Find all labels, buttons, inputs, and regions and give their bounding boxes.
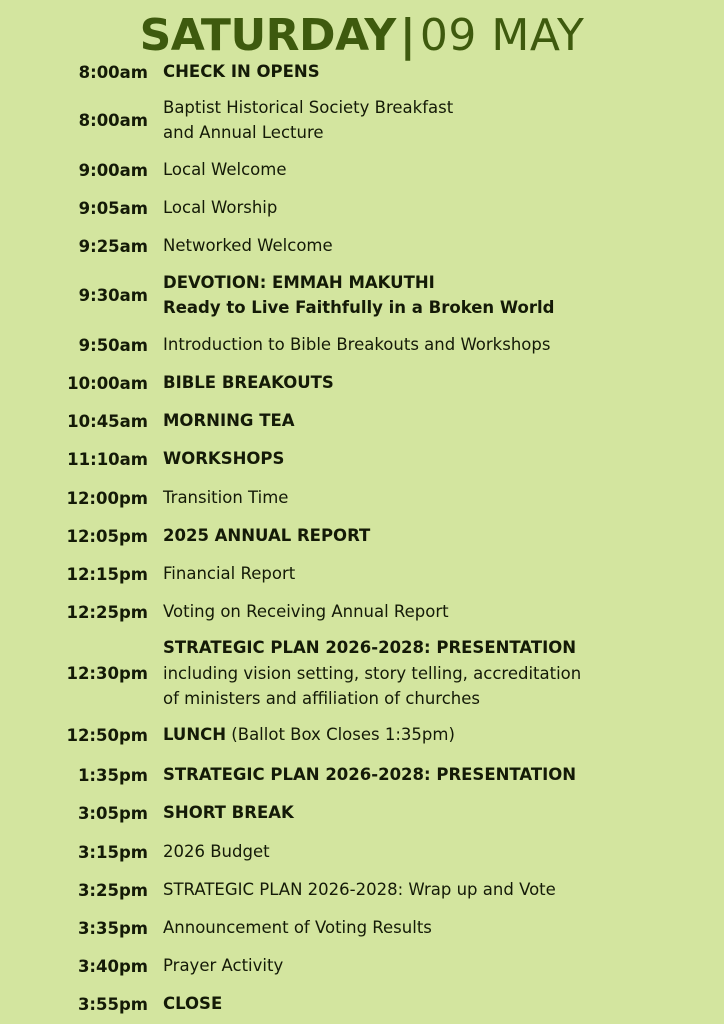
event-title: CHECK IN OPENS <box>163 62 320 82</box>
schedule-event <box>163 635 581 712</box>
schedule-event <box>163 157 286 183</box>
event-title: Introduction to Bible Breakouts and Workshops <box>163 335 551 355</box>
schedule-time: 11:10am <box>67 449 148 469</box>
schedule-row <box>0 233 724 259</box>
schedule-time: 3:55pm <box>77 994 148 1014</box>
event-title: Baptist Historical Society Breakfast <box>163 97 454 117</box>
schedule-row <box>0 446 724 472</box>
schedule-row <box>0 877 724 903</box>
schedule-event <box>163 94 453 146</box>
event-description-continued: of ministers and affiliation of churches <box>163 689 481 709</box>
schedule-row <box>0 370 724 396</box>
event-title: STRATEGIC PLAN 2026-2028: PRESENTATION <box>163 638 577 658</box>
event-description: including vision setting, story telling, accreditation <box>163 663 582 683</box>
schedule-event <box>163 915 432 941</box>
schedule-time: 9:25am <box>78 236 148 256</box>
event-title: Voting on Receiving Annual Report <box>163 602 449 622</box>
event-title: BIBLE BREAKOUTS <box>163 373 334 393</box>
schedule-row <box>0 485 724 511</box>
schedule-time: 8:00am <box>78 62 148 82</box>
schedule-time: 12:25pm <box>66 602 148 622</box>
event-title: Announcement of Voting Results <box>163 918 432 938</box>
schedule-time: 10:00am <box>67 373 148 393</box>
schedule-event <box>163 332 550 358</box>
event-title: WORKSHOPS <box>163 449 285 469</box>
schedule-time: 9:00am <box>78 160 148 180</box>
event-title: 2025 ANNUAL REPORT <box>163 526 371 546</box>
schedule-event <box>163 953 283 979</box>
schedule-event <box>163 269 554 321</box>
event-subtitle: Ready to Live Faithfully in a Broken World <box>163 298 555 317</box>
event-title: Networked Welcome <box>163 236 333 256</box>
schedule-time: 9:50am <box>78 335 148 355</box>
event-title: MORNING TEA <box>163 411 295 431</box>
schedule-time: 12:05pm <box>66 526 148 546</box>
schedule-row <box>0 839 724 865</box>
schedule-event <box>163 446 284 472</box>
schedule-row <box>0 94 724 146</box>
schedule-row <box>0 157 724 183</box>
schedule-time: 12:15pm <box>66 564 148 584</box>
event-title: Local Welcome <box>163 160 287 180</box>
event-title: Local Worship <box>163 198 278 218</box>
schedule-event <box>163 722 455 748</box>
event-title: STRATEGIC PLAN 2026-2028: PRESENTATION <box>163 765 577 785</box>
schedule-event <box>163 408 295 434</box>
event-title: Transition Time <box>163 488 289 508</box>
schedule-event <box>163 523 370 549</box>
schedule-row <box>0 800 724 826</box>
schedule-event <box>163 877 556 903</box>
event-title: Prayer Activity <box>163 956 284 976</box>
schedule-time: 3:25pm <box>77 880 148 900</box>
schedule-event <box>163 370 334 396</box>
event-title: LUNCH <box>163 725 227 745</box>
schedule-time: 12:30pm <box>66 664 148 683</box>
event-title: CLOSE <box>163 994 223 1014</box>
event-note: (Ballot Box Closes 1:35pm) <box>226 725 455 745</box>
schedule-time: 10:45am <box>67 411 148 431</box>
schedule-row <box>0 269 724 321</box>
event-title: Financial Report <box>163 564 296 584</box>
schedule-row <box>0 915 724 941</box>
schedule-time: 3:05pm <box>77 803 148 823</box>
schedule-row <box>0 599 724 625</box>
schedule-time: 1:35pm <box>77 765 148 785</box>
schedule-time: 3:15pm <box>77 842 148 862</box>
schedule-row <box>0 332 724 358</box>
schedule-event <box>163 599 449 625</box>
schedule-row <box>0 408 724 434</box>
schedule-event <box>163 991 222 1017</box>
event-title-continued: and Annual Lecture <box>163 123 324 142</box>
event-title: SHORT BREAK <box>163 803 294 823</box>
schedule-event <box>163 59 320 85</box>
schedule-row <box>0 991 724 1017</box>
title-separator: | <box>399 10 416 61</box>
schedule-event <box>163 233 333 259</box>
schedule-row <box>0 561 724 587</box>
schedule-time: 9:30am <box>78 285 148 305</box>
event-title: 2026 Budget <box>163 842 270 862</box>
schedule-time: 8:00am <box>78 110 148 130</box>
schedule-row <box>0 195 724 221</box>
day-label: SATURDAY <box>139 10 396 61</box>
schedule-event <box>163 839 270 865</box>
schedule-event <box>163 561 295 587</box>
schedule-time: 3:40pm <box>77 956 148 976</box>
event-title: DEVOTION: EMMAH MAKUTHI <box>163 272 435 292</box>
schedule-row <box>0 953 724 979</box>
schedule-event <box>163 195 277 221</box>
schedule-row <box>0 523 724 549</box>
schedule-row <box>0 762 724 788</box>
schedule-time: 12:50pm <box>66 725 148 745</box>
schedule-event <box>163 485 288 511</box>
date-label: 09 MAY <box>419 10 585 61</box>
event-title: STRATEGIC PLAN 2026-2028: Wrap up and Vote <box>163 880 556 900</box>
schedule-time: 3:35pm <box>77 918 148 938</box>
schedule-event <box>163 762 576 788</box>
schedule-row <box>0 722 724 748</box>
schedule-time: 9:05am <box>78 198 148 218</box>
schedule-row <box>0 635 724 712</box>
schedule-event <box>163 800 294 826</box>
schedule-time: 12:00pm <box>66 488 148 508</box>
schedule-row <box>0 59 724 85</box>
